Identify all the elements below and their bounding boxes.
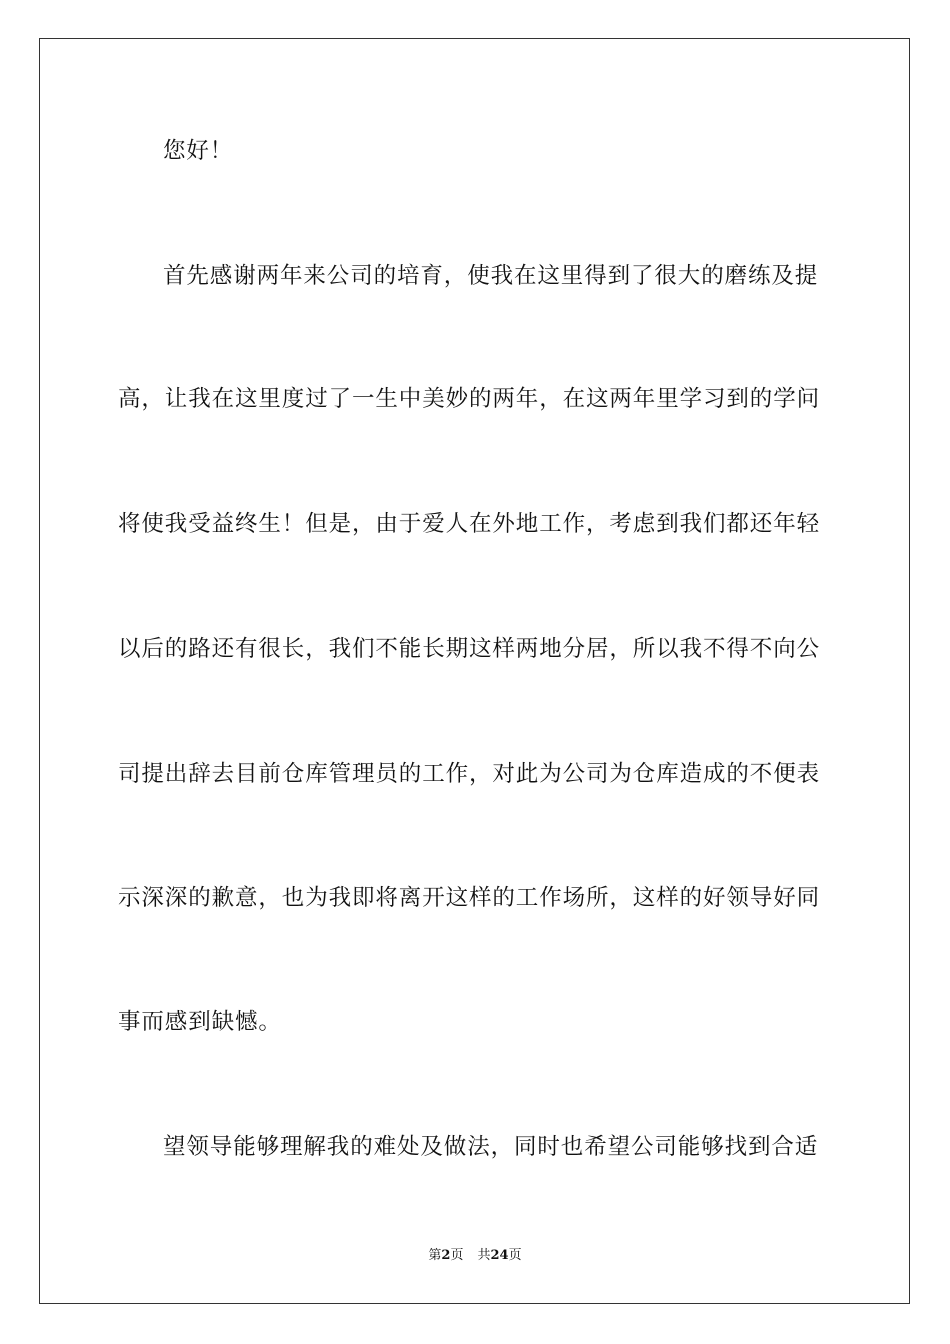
paragraph-line-2: 高，让我在这里度过了一生中美妙的两年，在这两年里学习到的学问: [118, 386, 821, 412]
paragraph-line-4: 以后的路还有很长，我们不能长期这样两地分居，所以我不得不向公: [118, 636, 821, 662]
page-suffix: 页: [450, 1248, 464, 1263]
page-footer: [0, 1247, 950, 1265]
paragraph-line-5: 司提出辞去目前仓库管理员的工作，对此为公司为仓库造成的不便表: [118, 761, 821, 787]
paragraph-line-1: 首先感谢两年来公司的培育，使我在这里得到了很大的磨练及提: [163, 263, 819, 289]
page-prefix: 第: [428, 1248, 442, 1263]
total-page-count: 24: [490, 1248, 509, 1263]
paragraph-line-7: 事而感到缺憾。: [118, 1009, 282, 1035]
page-number: 2: [441, 1248, 451, 1263]
total-suffix: 页: [508, 1248, 522, 1263]
paragraph-line-6: 示深深的歉意，也为我即将离开这样的工作场所，这样的好领导好同: [118, 885, 821, 911]
paragraph-line-8: 望领导能够理解我的难处及做法，同时也希望公司能够找到合适: [163, 1134, 819, 1160]
total-prefix: 共: [477, 1248, 491, 1263]
greeting-line: 您好！: [163, 138, 234, 164]
paragraph-line-3: 将使我受益终生！但是，由于爱人在外地工作，考虑到我们都还年轻: [118, 511, 821, 537]
page-border: [39, 38, 910, 1304]
